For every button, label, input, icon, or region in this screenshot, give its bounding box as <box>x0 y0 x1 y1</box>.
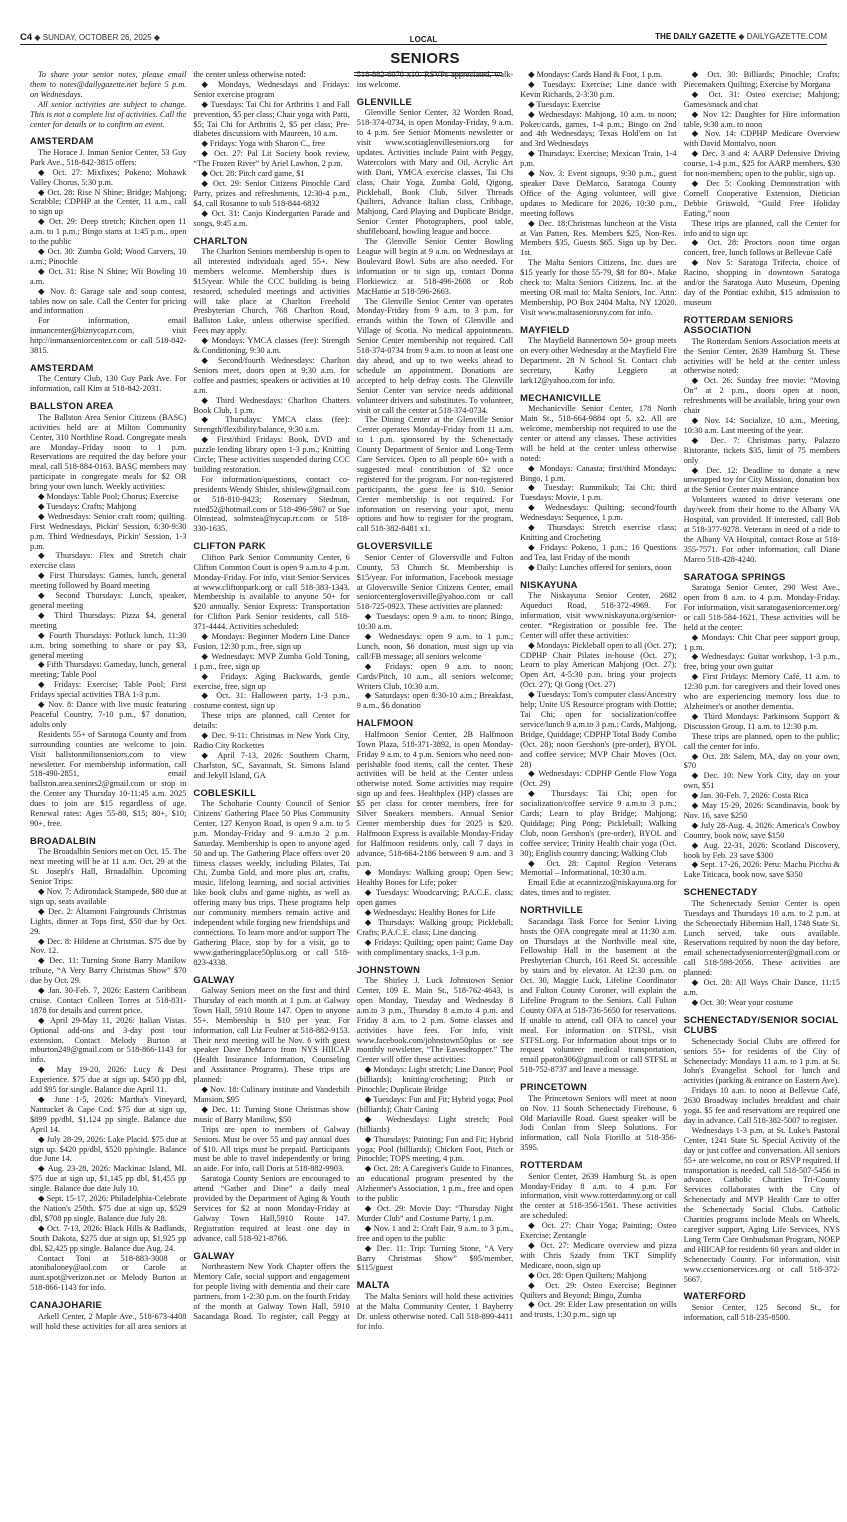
activity-item: ◆ Nov. 8: Garage sale and soup contest, tables now on sale. Call the Center for pricing and information <box>30 286 187 316</box>
listing-paragraph: Senior Center, 125 Second St., for information, call 518-235-8500. <box>683 1302 840 1322</box>
listing-paragraph: Volunteers wanted to drive veterans one day/week from their home to the Albany VA Hospital, van provided. If interested, call Bob at 518-377-9278. Veterans in need of a ride to the Albany VA Hospital, contact Rose at 518-355-7571. For other information, call Diane Marco 518-428-4240. <box>683 495 840 564</box>
listing-paragraph: The Niskayuna Senior Center, 2682 Aqueduct Road, 518-372-4969. For information, visit www.niskayuna.org/senior-center. *Registration or possible fee. The Center will offer these activities: <box>520 591 677 640</box>
section-heading: AMSTERDAM <box>30 361 94 373</box>
section-heading: WATERFORD <box>683 1290 746 1302</box>
activity-item: ◆ First Thursdays: Games, lunch, general meeting followed by Board meeting <box>30 571 187 591</box>
activity-item: ◆ Oct. 28: All Ways Chair Dance, 11:15 a.m. <box>683 978 840 997</box>
listing-paragraph: The Rotterdam Seniors Association meets at the Senior Center, 2639 Hamburg St. These activities will be held at the center unless otherwise noted: <box>683 336 840 376</box>
listing-paragraph: The Malta Seniors Citizens, Inc. dues are $15 yearly for those 55-79, $8 for 80+. Make check to: Malta Seniors Citizens, Inc. at the meeting OR mail to: Malta Seniors, Inc. Attn: Membership, PO Box 2404 Malta, NY 12020. Visit www.maltaseniorsny.com for info. <box>520 258 677 317</box>
listing-section <box>357 541 513 711</box>
activity-item: ◆ Dec. 7: Christmas party, Palazzo Ristorante, tickets $35, limit of 75 members only <box>683 435 840 465</box>
activity-item: ◆ Dec. 11: Turning Stone Barry Manilow tribute, “A Very Barry Christmas Show” $70 due by Oct. 29. <box>30 956 187 986</box>
listing-paragraph: For information/questions, contact co-presidents Wendy Shisler, shislew@gmail.com or 518-810-9423; Rosemary Stedman, rsted52@hotmail.com or 518-496-5967 or Sue Olmstead, solmstea@nycap.rr.com or 518-330-1635. <box>193 474 350 534</box>
activity-item: ◆ Wednesdays: Guitar workshop, 1-3 p.m., free, bring your own guitar <box>683 652 840 672</box>
activity-item: ◆ Dec. 3 and 4: AARP Defensive Driving course, 1-4 p.m., $25 for AARP members, $30 for non-members; open to the public, sign up. <box>683 149 840 179</box>
listing-paragraph: The Malta Seniors will hold these activities at the Malta Community Center, 1 Bayberry Dr. unless otherwise noted. Call 518-899-4411 for info. <box>356 1291 514 1331</box>
listing-paragraph: Schenectady Social Clubs are offered for seniors 55+ for residents of the City of Schenectady: Mondays 11 a.m. to 1 p.m. at St. John's Evangelist School for lunch and activities (parking & entrance on Eastern Ave). <box>683 1036 840 1086</box>
activity-item: ◆ Nov 5: Saratoga Trifecta, choice of Racino, shopping in downtown Saratoga and/or the Saratoga Auto Museum, Opening day of the Pontiac exhibit, $15 admission to museum <box>683 258 840 307</box>
article-columns <box>30 70 840 1331</box>
activity-item: ◆ Oct. 7-13, 2026: Black Hills & Badlands, South Dakota, $275 due at sign up, $1,925 pp dbl, $2,425 pp single. Balance due Aug. 24. <box>30 1223 187 1253</box>
activity-item: ◆ Oct. 29: Deep stretch; Kitchen open 11 a.m. to 1 p.m.; Bingo starts at 1:45 p.m., open to the public <box>30 217 187 247</box>
section-heading: CANAJOHARIE <box>30 1299 103 1311</box>
listing-section <box>193 788 349 968</box>
listing-section <box>520 325 676 386</box>
activity-item: ◆ Thursdays: Painting; Fun and Fit; Hybrid yoga; Pool (billiards); Chicken Foot, Pitch or Pinochle; TOPS meeting, 4 p.m. <box>356 1134 514 1164</box>
listing-paragraph: The Horace J. Inman Senior Center, 53 Guy Park Ave., 518-842-3815 offers: <box>30 147 187 167</box>
listing-paragraph: The Ballston Area Senior Citizens (BASC) activities held are at Milton Community Center, 310 Northline Road. Congregate meals are Monday–Friday noon to 1 p.m. Reservations are required the day before your meal, call 518-884-0163. BASC members may participate in congregate meals for $2 OR bring your own lunch. Weekly activities: <box>30 412 187 492</box>
activity-item: ◆ Second Thursdays: Lunch, speaker, general meeting <box>30 591 187 610</box>
activity-item: ◆ Oct. 28: Proctors noon time organ concert, free, lunch follows at Bellevue Café <box>683 238 840 258</box>
activity-item: ◆ Mondays: Light stretch; Line Dance; Pool (billiards); knitting/crocheting; Pitch or Pinochle; Duplicate Bridge <box>356 1065 514 1095</box>
section-heading: GLOVERSVILLE <box>356 540 433 552</box>
listing-section <box>193 541 349 780</box>
activity-item: ◆ Oct. 27: Mixfixes; Pokeno; Mohawk Valley Chorus, 5:30 p.m. <box>30 167 187 187</box>
masthead-right <box>655 32 827 41</box>
activity-item: ◆ Nov. 3: Event signups, 9:30 p.m., guest speaker Dave DeMarco, Saratoga County Office of the Aging volunteer, will give updates to Medicare for 2026, 10:30 p.m., meeting follows <box>520 169 677 218</box>
activity-item: ◆ Tuesday: Rummikub; Tai Chi; third Tuesdays: Movie, 1 p.m. <box>520 483 677 503</box>
section-heading: CHARLTON <box>193 234 248 246</box>
activity-item: ◆ Oct. 30: Zumba Gold; Wood Carvers, 10 a.m.; Pinochle <box>30 247 187 266</box>
page-masthead <box>20 28 827 45</box>
section-heading: GALWAY <box>193 973 235 985</box>
listing-paragraph: Saratoga County Seniors are encouraged to attend “Gather and Dine” a daily meal provided by the Department of Aging & Youth Services for $2 at noon Monday-Friday at Galway Town Hall,5910 Route 147. Registration required at least one day in advance, call 518-921-8766. <box>193 1174 350 1243</box>
activity-item: ◆ Fridays: open 9 a.m. to noon; Cards/Pitch, 10 a.m., all seniors welcome; Writers Club, 10:30 a.m. <box>356 661 514 691</box>
activity-item: ◆ Dec. 18:Christmas luncheon at the Vista at Van Patten, Res. Members $25, Non-Res. Members $35, Guests $65. Sign up by Dec. 1st. <box>520 218 677 258</box>
activity-item: ◆ Mondays: Canasta; first/third Mondays: Bingo, 1 p.m. <box>520 463 677 483</box>
listing-section <box>193 236 349 535</box>
activity-item: ◆ Thursdays: Flex and Stretch chair exercise class <box>30 551 187 571</box>
activity-item: ◆ Nov. 14: CDPHP Medicare Overview with David Montalvo, noon <box>683 129 840 149</box>
section-heading: BROADALBIN <box>30 834 97 846</box>
activity-item: ◆ Oct. 31: Rise N Shine; Wii Bowling 10 a.m. <box>30 266 187 286</box>
activity-item: ◆ Dec. 9-11: Christmas in New York City, Radio City Rockettes <box>193 731 350 750</box>
activity-item: ◆ July 28-Aug. 4, 2026: America's Cowboy Country, book now, save $150 <box>683 820 840 840</box>
activity-item: ◆ First Fridays: Memory Café, 11 a.m. to 12:30 p.m. for caregivers and their loved ones who are experiencing memory loss due to Alzheimer's or another dementia. <box>683 672 840 711</box>
activity-item: ◆ Wednesdays: Senior craft room; quilting. First Wednesdays, Pickin' Session, 6:30-9:30 p.m. Third Wednesdays, Pickin' Session, 1-3 p.m. <box>30 511 187 551</box>
listing-paragraph: The Schenectady Senior Center is open Tuesdays and Thursdays 10 a.m. to 2 p.m. at the Schenectady Hibernian Hall, 1748 State St. Lunch served, take outs available. Reservations required by noon the day before, email schenectadyseniorcenter@gmail.com or call 518-598-2056. These activities are planned: <box>683 898 840 978</box>
section-heading: SARATOGA SPRINGS <box>683 570 786 582</box>
listing-section <box>30 836 186 1293</box>
listing-paragraph: The Charlton Seniors membership is open to all interested individuals aged 55+. New members welcome. Membership dues is $15/year. While the CCC building is being restored, scheduled meetings and activities will take place at Charlton Freehold Presbyterian Church, 768 Charlton Road, Ballston Lake, unless otherwise specified. Fees may apply. <box>193 247 350 336</box>
listing-paragraph: These trips are planned, call the Center for info and to sign up: <box>683 218 840 238</box>
activity-item: ◆ Fifth Thursdays: Gameday, lunch, general meeting; Table Pool <box>30 660 187 680</box>
activity-item: ◆ First/third Fridays: Book, DVD and puzzle lending library open 1-3 p.m.; Knitting Circle; These activities suspended during CCC building restoration. <box>193 435 350 474</box>
activity-item: ◆ Daily: Lunches offered for seniors, noon <box>528 562 672 572</box>
activity-item: ◆ Wednesdays: open 9 a.m. to 1 p.m.; Lunch, noon, $6 donation, must sign up via call/FB message; all seniors welcome <box>356 632 514 661</box>
activity-item: ◆ Tuesdays: Tai Chi for Arthritis 1 and Fall prevention, $5 per class; Chair yoga with Patti, $5; Tai Chi for Arthritis 2, $5 per class; Pre-diabetes discussions with Maureen, 10 a.m. <box>193 99 350 139</box>
activity-item: ◆ Thursdays: Tai Chi; open for socialization/coffee service 9 a.m.to 3 p.m.; Cards; Learn to play Bridge; Mahjong; Quiddage; Ping Pong; Pickleball; Walking Club, noon Gershon's (pre-order), BYOL and coffee service; Trinity Health chair yoga (Oct. 30); English country dancing; Walking Club <box>520 789 677 858</box>
activity-item: ◆ Wednesdays: Mahjong, 10 a.m. to noon; Poker/cards, games, 1-4 p.m.; Bingo on 2nd and 4th Wednesdays; Texas Hold'em on 1st and 3rd Wednesdays <box>520 109 677 149</box>
listing-paragraph: The Broadalbin Seniors met on Oct. 15. The next meeting will be at 11 a.m. Oct. 29 at the St. Joseph's Hall, Broadalbin. Upcoming Senior Trips: <box>30 847 187 887</box>
listing-paragraph: The Schoharie County Council of Senior Citizens' Gathering Place 50 Plus Community Center, 127 Kenyon Road, is open 9 a.m. to 5 p.m. Monday-Friday and 9 a.m.to 2 p.m. Saturday. Membership is open to anyone aged 50 and up. The Gathering Place offers over 20 fitness classes weekly, including Pilates, Tai Chi, Zumba Gold, and more plus art, crafts, music, lifelong learning, and social activities like book clubs and game nights, as well as offering many bus trips. These programs help our community members remain active and independent while forging new friendships and connections. To learn more and/or support The Gathering Place, stop by for a visit, go to www.gatheringplace50plus.org or call 518-823-4338. <box>193 799 350 967</box>
activity-item: ◆ Thursdays: YMCA class (fee): Strength/flexibility/balance, 9:30 a.m. <box>193 415 350 435</box>
activity-item: ◆ Nov. 18: Culinary institute and Vanderbilt Mansion, $95 <box>193 1085 350 1104</box>
activity-item: ◆ Third Thursdays: Pizza $4, general meeting <box>30 610 187 630</box>
activity-item: ◆ Jan. 30-Feb. 7, 2026: Costa Rica <box>691 791 809 801</box>
section-heading: ROTTERDAM <box>520 1159 583 1171</box>
listing-paragraph: The Glenville Senior Center van operates Monday-Friday from 9 a.m. to 3 p.m. for errands within the Town of Glenville and Village of Scotia. No medical appointments. Senior Center membership not required. Call 518-374-0734 from 9 a.m. to noon at least one day ahead, and up to two weeks ahead to schedule an appointment. Donations are accepted to help defray costs. The Glenville Senior Center van service needs additional volunteer drivers and substitutes. To volunteer, visit or call the center at 518-374-0734. <box>356 296 514 415</box>
activity-item: ◆ Oct. 29: Senior Citizens Pinochle Card Party, prizes and refreshments, 12:30-4 p.m., $4, call Rosanne to sub 518-844-6832 <box>193 178 350 208</box>
listing-section <box>684 887 840 1007</box>
activity-item: ◆ Saturdays: open 8:30-10 a.m.; Breakfast, 9 a.m., $6 donation <box>356 691 514 711</box>
activity-item: ◆ Oct. 28: Pitch card game, $1 <box>201 169 305 179</box>
section-heading: GLENVILLE <box>356 95 413 107</box>
section-heading: NORTHVILLE <box>520 904 584 916</box>
activity-item: ◆ Thursdays: Walking group; Pickleball; Crafts; P.A.C.E. class; Line dancing <box>356 918 514 937</box>
activity-item: ◆ Oct. 29: Osteo Exercise; Beginner Quilters and Beyond; Bingo, Zumba <box>520 1280 677 1300</box>
paper-name: THE DAILY GAZETTE <box>655 32 737 41</box>
listing-paragraph: Contact Toni at 518-883-3008 or atonibaloney@aol.com or Carole at aunt.spot@verizon.net or Melody Burton at 518-866-1143 for info. <box>30 1253 187 1293</box>
activity-item: ◆ Tuesdays: Exercise; Line dance with Kevin Richards, 2-3:30 p.m. <box>520 79 677 99</box>
activity-item: ◆ Oct. 27: Pal Lit Society book review, “The Frozen River” by Ariel Lawhon, 2 p.m. <box>193 149 350 169</box>
activity-item: ◆ Oct. 28: Open Quilters; Mahjong <box>528 1270 647 1280</box>
activity-item: ◆ Oct. 31: Halloween party, 1-3 p.m., costume contest, sign up <box>193 691 350 711</box>
listing-section <box>357 718 513 957</box>
activity-item: ◆ April 7-13, 2026: Southern Charm, Charlston, SC, Savannah, St. Simons Island and Jekyll Island, GA <box>193 750 350 780</box>
activity-item: ◆ Tuesdays: Tom's computer class/Ancestry help; Unite US Resource program with Dottie; Tai Chi; open for socialization/coffee service/lunch 9 a.m.to 3 p.m.; Cards, Mahjong, Bridge, Quiddage; CDPHP Total Body Combo (Oct. 28); noon Gershon's (pre-order), BYOL and coffee service; MVP Chair Moves (Oct. 28) <box>520 690 677 769</box>
activity-item: ◆ Mondays: Table Pool; Chorus; Exercise <box>38 492 179 502</box>
listing-paragraph: Saratoga Senior Center, 290 West Ave., open from 8 a.m. to 4 p.m. Monday-Friday. For information, visit saratogaseniorcenter.org/ or call 518-584-1621. These activities will be held at the center: <box>683 583 840 632</box>
section-heading: NISKAYUNA <box>520 578 578 590</box>
activity-item: ◆ Oct. 29: Elder Law presentation on wills and trusts, 1:30 p.m., sign up <box>520 1300 677 1320</box>
activity-item: ◆ Oct. 26: Sunday free movie: “Moving On” at 2 p.m., doors open at noon, refreshments will be available, bring your own chair <box>683 376 840 416</box>
intro-disclaimer: All senior activities are subject to change. This is not a complete list of activities. Call the center for details or to confirm an event. <box>30 99 187 129</box>
section-heading: COBLESKILL <box>193 786 257 798</box>
activity-item: ◆ May 19-20, 2026: Lucy & Desi Experience. $75 due at sign up. $450 pp dbl, add $95 for single. Balance due April 11. <box>30 1065 187 1095</box>
listing-paragraph: The Mayfield Bannertown 50+ group meets on every other Wednesday at the Mayfield Fire Department. 28 N School St. Contact club secretary, Kathy Leggiero at lark12@yahoo.com for info. <box>520 336 677 385</box>
issue-date: ◆ SUNDAY, OCTOBER 26, 2025 ◆ <box>34 33 161 42</box>
listing-paragraph: Arkell Center, 2 Maple Ave., 518-673-4408 will hold these activities for all area seniors at the center unless otherwise noted: <box>30 70 306 1331</box>
activity-item: ◆ Thursdays: Exercise; Mexican Train, 1-4 p.m. <box>520 149 677 169</box>
activity-item: ◆ Dec. 10: New York City, day on your own, $51 <box>683 771 840 791</box>
activity-item: ◆ Oct. 27: Chair Yoga; Painting; Osteo Exercise; Zentangle <box>520 1221 677 1241</box>
listing-paragraph: The Glenville Senior Center Bowling League will begin at 9 a.m. on Wednesdays at Boulevard Bowl. Subs are also needed. For information or to sign up, contact Donna Florkiewicz at 518-496-2608 or Rob MacHattie at 518-596-2663. <box>356 237 514 296</box>
listing-paragraph: Mechanicville Senior Center, 178 North Main St., 518-664-9884 opt 5, x2. All are welcome, membership not required to use the center or attend any classes. These activities will be held at the center unless otherwise noted: <box>520 404 677 463</box>
listing-paragraph: Email Edie at ecannizzo@niskayuna.org for dates, times and to register. <box>520 878 677 898</box>
activity-item: ◆ Oct. 28: Capitol Region Veterans Memorial – Informational, 10:30 a.m. <box>520 858 677 878</box>
listing-section <box>684 1015 840 1285</box>
listing-paragraph: Sacandaga Task Force for Senior Living hosts the OFA congregate meal at 11:30 a.m. on Thursdays at the Northville meal site, Fellowship Hall in the basement at the Presbyterian Church, 161 Reed St. accessible by stairs and by elevator. At 12:30 p.m. on Oct. 30, Maggie Luck, Lifeline Coordinator and Fulton County Coroner, will explain the Lifeline Program to the Seniors. Call Fulton County OFA at 518-736-5650 for reservations. If unable to attend, call OFA to cancel your meal. For information on STFSL, visit STFSL.org. For information about trips or to request volunteer medical transportation, email ppaton306@gmail.com or call STFSL at 518-752-8737 and leave a message. <box>520 916 677 1075</box>
activity-item: ◆ Aug. 23-28, 2026: Mackinac Island, MI. $75 due at sign up, $1,145 pp dbl, $1,455 pp single. Balance due date July 10. <box>30 1164 187 1194</box>
activity-item: ◆ Oct. 30: Billiards; Pinochle; Crafts; Piecemakers Quilting; Exercise by Morgana <box>683 70 840 89</box>
listing-section <box>520 580 676 899</box>
activity-item: ◆ Dec. 11: Turning Stone Christmas show music of Barry Manilow, $50 <box>193 1104 350 1124</box>
activity-item: ◆ Oct. 28: Salem, MA, day on your own, $70 <box>683 751 840 771</box>
listing-section <box>30 363 186 394</box>
listing-section <box>357 965 513 1274</box>
activity-item: ◆ Sept. 15-17, 2026: Philadelphia-Celebrate the Nation's 250th. $75 due at sign up, $529 dbl, $708 pp single. Balance due July 28. <box>30 1194 187 1223</box>
listing-paragraph: For information, email inmancenter@biznycap.rr.com, visit http://inmanseniorcenter.com or call 518-842-3815. <box>30 316 187 356</box>
section-heading: MALTA <box>356 1279 390 1291</box>
activity-item: ◆ Fridays: Quilting; open paint; Game Day with complimentary snacks, 1-3 p.m. <box>356 937 514 957</box>
activity-item: ◆ Dec. 2: Altamont Fairgrounds Christmas Lights, dinner at Tops first, $50 due by Oct. 29. <box>30 906 187 936</box>
listing-paragraph: The Century Club, 130 Guy Park Ave. For information, call Kim at 518-842-2031. <box>30 374 187 394</box>
activity-item: ◆ Oct. 27: Medicare overview and pizza with Chris Szady from TKT Simplify Medicare, noon, sign up <box>520 1240 677 1270</box>
activity-item: ◆ Tuesdays: open 9 a.m. to noon; Bingo, 10:30 a.m. <box>356 612 514 632</box>
section-heading: CLIFTON PARK <box>193 540 266 552</box>
activity-item: ◆ Aug. 22-31, 2026: Scotland Discovery, book by Feb. 23 save $300 <box>683 840 840 860</box>
listing-paragraph: Residents 55+ of Saratoga County and from surrounding counties are welcome to join. Visit ballstonmiltonseniors.com to view newsletter. For membership information, call 518-490-2851, email ballston.area.seniors2@gmail.com or stop in the Center any Thursday 10-11:45 a.m. 2025 dues to join are $15 regardless of age. Renewal rates: Ages 55-80, $15; 80+, $10; 90+, free. <box>30 729 187 828</box>
listing-paragraph: Halfmoon Senior Center, 2B Halfmoon Town Plaza, 518-371-3892, is open Monday-Friday 9 a.m. to 4 p.m. Seniors who need non-perishable food items, call the center. These activities will be held at the Center unless otherwise noted. Some activities may require sign up and fees. Healthplex (HP) classes are $5 per class for center members, free for Silver Sneakers members. Annual Senior Center membership dues for 2025 is $20. Halfmoon Express is available Monday-Friday for Halfmoon residents only, call 7 days in advance, 518-664-2186 between 9 a.m. and 3 p.m. <box>356 729 514 868</box>
activity-item: ◆ Wednesdays: MVP Zumba Gold Toning, 1 p.m., free, sign up <box>193 651 350 671</box>
section-heading: SCHENECTADY/SENIOR SOCIAL CLUBS <box>683 1013 839 1036</box>
section-heading: SCHENECTADY <box>683 886 758 898</box>
activity-item: ◆ Fridays: Pokeno, 1 p.m.; 16 Questions and Tea, last Friday of the month <box>520 542 677 562</box>
section-heading: MAYFIELD <box>520 323 570 335</box>
listing-paragraph: The Dining Center at the Glenville Senior Center operates Monday-Friday from 11 a.m. to 1 p.m. sponsored by the Schenectady County Department of Senior and Long-Term Care Services. Open to all people 60+ with a suggested meal contribution of $2 once registered for the program. For non-registered participants, the guest fee is $10. Senior Center membership is not required. For information on reserving your spot, menu options and how to register for the program, call 518-382-8481 x1. <box>356 415 514 534</box>
listing-paragraph: Glenville Senior Center, 32 Worden Road, 518-374-0734, is open Monday-Friday, 9 a.m. to 4 p.m. See Senior Moments newsletter or visit www.scotiaglenvilleseniors.org for updates. Activities include Paint with Peggy, Watercolors with Mary and Oil, Acrylic Art with Dani, YMCA exercise classes, Tai Chi class, Chair Yoga, Zumba Gold, Qigong, Pickleball, Book Club, Silver Threads Quilters, Advance Italian class, Cribbage, Mahjong, Card Playing and Duplicate Bridge, Senior Center Photographers, pool table, shuffleboard, bowling league and bocce. <box>356 108 514 237</box>
activity-item: ◆ Dec. 11: Trip: Turning Stone, “A Very Barry Christmas Show” $95/member, $115/guest <box>356 1243 514 1273</box>
activity-item: ◆ Wednesdays: Light stretch; Pool (billiards) <box>356 1114 514 1134</box>
activity-item: ◆ Oct. 31: Canjo Kindergarten Parade and songs, 9:45 a.m. <box>193 208 350 228</box>
page-number: C4 <box>20 32 33 43</box>
activity-item: ◆ Dec. 12: Deadline to donate a new unwrapped toy for City Mission, donation box at the Senior Center main entrance <box>683 465 840 495</box>
activity-item: ◆ Jan. 30-Feb. 7, 2026: Eastern Caribbean cruise. Contact Colleen Torres at 518-831-1878 for details and current price. <box>30 986 187 1015</box>
activity-item: ◆ Mondays: Walking group; Open Sew; Healthy Bones for Life; poker <box>356 868 514 888</box>
listing-section <box>30 401 186 829</box>
listing-paragraph: Galway Seniors meet on the first and third Thursday of each month at 1 p.m. at Galway Town Hall, 5910 Route 147. Open to anyone 55+. Membership is $10 per year. For information, call Liz Feulner at 518-882-9153. Their next meeting will be Nov. 6 with guest speaker Dave DeMarco from NYS HIICAP (Health Insurance Information, Counseling and Assistance Programs). These trips are planned: <box>193 986 350 1085</box>
activity-item: ◆ Second/fourth Wednesdays: Charlton Seniors meet, doors open at 9:30 a.m. for coffee and pastries; speakers or activities at 10 a.m. <box>193 355 350 395</box>
listing-paragraph: The Princetown Seniors will meet at noon on Nov. 11 South Schenectady Firehouse, 6 Old Mariaville Road. Guest speaker will be Jodi Conlan from Sleep Solutions. For information, call Nola Fiorillo at 518-356-3595. <box>520 1093 677 1153</box>
listing-paragraph: Clifton Park Senior Community Center, 6 Clifton Common Court is open 9 a.m.to 4 p.m. Monday-Friday. For info, visit Senior Services at www.cliftonpark.org or call 518-383-1343. Membership is available to anyone 50+ for $20 annually. Senior Express: Transportation for Clifton Park Senior residents, call 518-371-4444. Activities scheduled: <box>193 552 350 632</box>
activity-item: ◆ Oct. 30: Wear your costume <box>691 997 793 1007</box>
activity-item: ◆ Mondays: Beginner Modern Line Dance Fusion, 12:30 p.m., free, sign up <box>193 632 350 651</box>
section-label: LOCAL <box>409 35 438 44</box>
activity-item: ◆ Mondays, Wednesdays and Fridays: Senior exercise program <box>193 79 350 99</box>
activity-item: ◆ July 28-29, 2026: Lake Placid. $75 due at sign up. $420 pp/dbl, $520 pp/single. Balance due June 14. <box>30 1134 187 1164</box>
listing-paragraph: Senior Center of Gloversville and Fulton County, 53 Church St. Membership is $15/year. For information, Facebook message at Gloversville Senior Citizens Center, email seniorcentergloversville@yahoo.com or call 518-725-0923. These activities are planned: <box>356 552 514 612</box>
activity-item: ◆ May 15-29, 2026: Scandinavia, book by Nov. 16, save $250 <box>683 801 840 820</box>
activity-item: ◆ Nov. 7: Adirondack Stampede, $80 due at sign up, seats available <box>30 886 187 906</box>
listing-section <box>520 905 676 1075</box>
activity-item: ◆ Third Wednesdays: Charlton Chatters Book Club, 1 p.m. <box>193 395 350 415</box>
section-heading: AMSTERDAM <box>30 135 94 147</box>
activity-item: ◆ Wednesdays: Healthy Bones for Life <box>364 908 496 918</box>
listing-paragraph: These trips are planned, call Center for details: <box>193 711 350 731</box>
listing-section <box>684 1291 840 1322</box>
section-heading: HALFMOON <box>356 717 414 729</box>
activity-item: ◆ Mondays: YMCA classes (fee): Strength & Conditioning, 9:30 a.m. <box>193 336 350 356</box>
activity-item: ◆ June 1-5, 2026: Martha's Vineyard, Nantucket & Cape Cod. $75 due at sign up, $899 pp/dbl, $1,124 pp single. Balance due April 14. <box>30 1095 187 1134</box>
section-heading: PRINCETOWN <box>520 1081 588 1093</box>
section-heading: JOHNSTOWN <box>356 963 421 975</box>
section-heading: ROTTERDAM SENIORS ASSOCIATION <box>683 313 794 336</box>
activity-item: ◆ Dec. 8: Hildene at Christmas. $75 due by Nov. 12. <box>30 936 187 956</box>
activity-item: ◆ Nov. 1 and 2: Craft Fair, 9 a.m. to 3 p.m., free and open to the public <box>356 1223 514 1243</box>
listing-section <box>684 315 840 565</box>
activity-item: ◆ Mondays: Cards Hand & Foot, 1 p.m. <box>528 70 663 79</box>
listing-section <box>520 393 676 573</box>
listing-paragraph: Northeastern New York Chapter offers the Memory Cafe, social support and engagement for people living with dementia and their care partners, from 1-2:30 p.m. on the fourth Friday of the month at Galway Town Hall, 5910 Sacandaga Road. To register, call Peggy at 518-882-6070 x10. RSVPs appreciated, walk-ins welcome. <box>193 70 514 1321</box>
section-heading: MECHANICVILLE <box>520 391 602 403</box>
listing-section <box>520 1082 676 1153</box>
paper-site: ◆ DAILYGAZETTE.COM <box>738 32 827 41</box>
activity-item: ◆ Nov 12: Daughter for Hire information table, 9:30 a.m. to noon <box>683 109 840 129</box>
activity-item: ◆ Mondays: Pickleball open to all (Oct. 27); CDPHP Chair Pilates in-house (Oct. 27); Learn to play American Mahjong (Oct. 27); Open Art, 4-5:30 p.m. bring your projects (Oct. 27); Qi Gong (Oct. 27) <box>520 640 677 690</box>
activity-item: ◆ Third Mondays: Parkinsons Support & Discussion Group, 11 a.m. to 12:30 p.m. <box>683 711 840 731</box>
activity-item: ◆ April 29-May 11, 2026: Italian Vistas. Optional add-ons and 3-day post tour extension. Contact Melody Burton at mburton249@gmail.com or 518-866-1143 for info. <box>30 1015 187 1065</box>
listing-section <box>357 97 513 534</box>
activity-item: ◆ Mondays: Chit Chat peer support group, 1 p.m. <box>683 632 840 652</box>
listing-paragraph: Trips are open to members of Galway Seniors. Must be over 55 and pay annual dues of $10. All trips must be prepaid. Participants must be able to travel independently or bring an aide. For info, call Doris at 518-882-9903. <box>193 1124 350 1174</box>
activity-item: ◆ Nov. 14: Socialize, 10 a.m., Meeting, 10:30 a.m. Last meeting of the year. <box>683 416 840 435</box>
section-heading: BALLSTON AREA <box>30 400 114 412</box>
activity-item: ◆ Dec 5: Cooking Demonstration with Cornell Cooperative Extension, Dietician Debbie Griswold, “Guild Free Holiday Eating,” noon <box>683 178 840 218</box>
activity-item: ◆ Oct. 31: Osteo exercise; Mahjong; Games/snack and chat <box>683 89 840 109</box>
listing-paragraph: Wednesdays 1-3 p.m. at St. Luke's Pastoral Center, 1241 State St. Special Activity of the day or just coffee and conversation. All seniors 55+ are welcome, no cost or RSVP required. If transportation is needed, call 518-507-5456 in advance. Catholic Charities Tri-County Services collaborates with the City of Schenectady and MVP Health Care to offer the Schenectady Social Clubs. Catholic Charities programs include Meals on Wheels, caregiver support, Aging Life Services, NYS Long Term Care Ombudsman Program, NOEP and HIICAP for residents 60 years and older in Schenectady County. For information, visit www.ccseniorservices.org or call 518-372-5667. <box>683 1125 840 1284</box>
activity-item: ◆ Wednesdays: Quilting; second/fourth Wednesdays: Sequence, 1 p.m. <box>520 503 677 523</box>
page-title: SENIORS <box>390 50 460 67</box>
activity-item: ◆ Oct. 28: Rise N Shine; Bridge; Mahjong; Scrabble; CDPHP at the Center, 11 a.m., call to sign up <box>30 187 187 217</box>
activity-item: ◆ Sept. 17-26, 2026: Peru: Machu Picchu & Lake Titicaca, book now, save $350 <box>683 860 840 880</box>
listing-section <box>193 975 349 1244</box>
listing-section <box>30 136 186 356</box>
activity-item: ◆ Fourth Thursdays: Potluck lunch, 11:30 a.m. bring something to share or pay $3, general meeting <box>30 630 187 660</box>
activity-item: ◆ Fridays: Aging Backwards, gentle exercise, free, sign up <box>193 671 350 691</box>
activity-item: ◆ Tuesdays: Woodcarving; P.A.C.E. class; open games <box>356 888 514 908</box>
activity-item: ◆ Tuesdays: Fun and Fit; Hybrid yoga; Pool (billiards); Chair Caning <box>356 1095 514 1114</box>
activity-item: ◆ Fridays: Exercise; Table Pool; First Fridays special activities TBA 1-3 p.m. <box>30 680 187 700</box>
activity-item: ◆ Nov. 8: Dance with live music featuring Peaceful Country, 7-10 p.m., $7 donation, adults only <box>30 700 187 729</box>
activity-item: ◆ Fridays: Yoga with Sharon C., free <box>201 139 326 149</box>
listing-paragraph: These trips are planned, open to the public; call the center for info. <box>683 731 840 751</box>
listing-paragraph: The Shirley J. Luck Johnstown Senior Center, 109 E. Main St., 518-762-4643, is open Monday, Tuesday and Wednesday 8 a.m.to 3 p.m., Thursday 8 a.m.to 4 p.m. and Friday 8 a.m. to 2 p.m. Some classes and activities have fees. For info, visit www.facebook.com/johnstown50plus or see monthly newsletter, “The Eavesdropper.” The Center will offer these activities: <box>356 976 514 1065</box>
activity-item: ◆ Tuesdays: Exercise <box>528 99 601 109</box>
activity-item: ◆ Wednesdays: CDPHP Gentle Flow Yoga (Oct. 29) <box>520 769 677 789</box>
activity-item: ◆ Oct. 29: Movie Day: “Thursday Night Murder Club” and Costume Party, 1 p.m. <box>356 1203 514 1223</box>
activity-item: ◆ Thursdays: Stretch exercise class; Knitting and Crocheting <box>520 523 677 542</box>
activity-item: ◆ Tuesdays: Crafts; Mahjong <box>38 501 137 511</box>
listing-paragraph: Fridays 10 a.m. to noon at Bellevue Café, 2630 Broadway includes breakfast and chair yoga. $5 fee and reservations are required one day in advance. Call 518-382-5007 to register. <box>683 1086 840 1125</box>
activity-item: ◆ Oct. 28: A Caregiver's Guide to Finances, an educational program presented by the Alzheimer's Association, 1 p.m., free and open to the public <box>356 1164 514 1204</box>
intro-note: To share your senior notes, please email them to notes@dailygazette.net before 5 p.m. on Wednesdays. <box>30 70 187 99</box>
section-heading: GALWAY <box>193 1249 235 1261</box>
listing-paragraph: Senior Center, 2639 Hamburg St. is open Monday-Friday 8 a.m. to 4 p.m. For information, visit www.rotterdamny.org or call the center at 518-356-1561. These activities are scheduled: <box>520 1171 677 1221</box>
listing-section <box>684 572 840 881</box>
